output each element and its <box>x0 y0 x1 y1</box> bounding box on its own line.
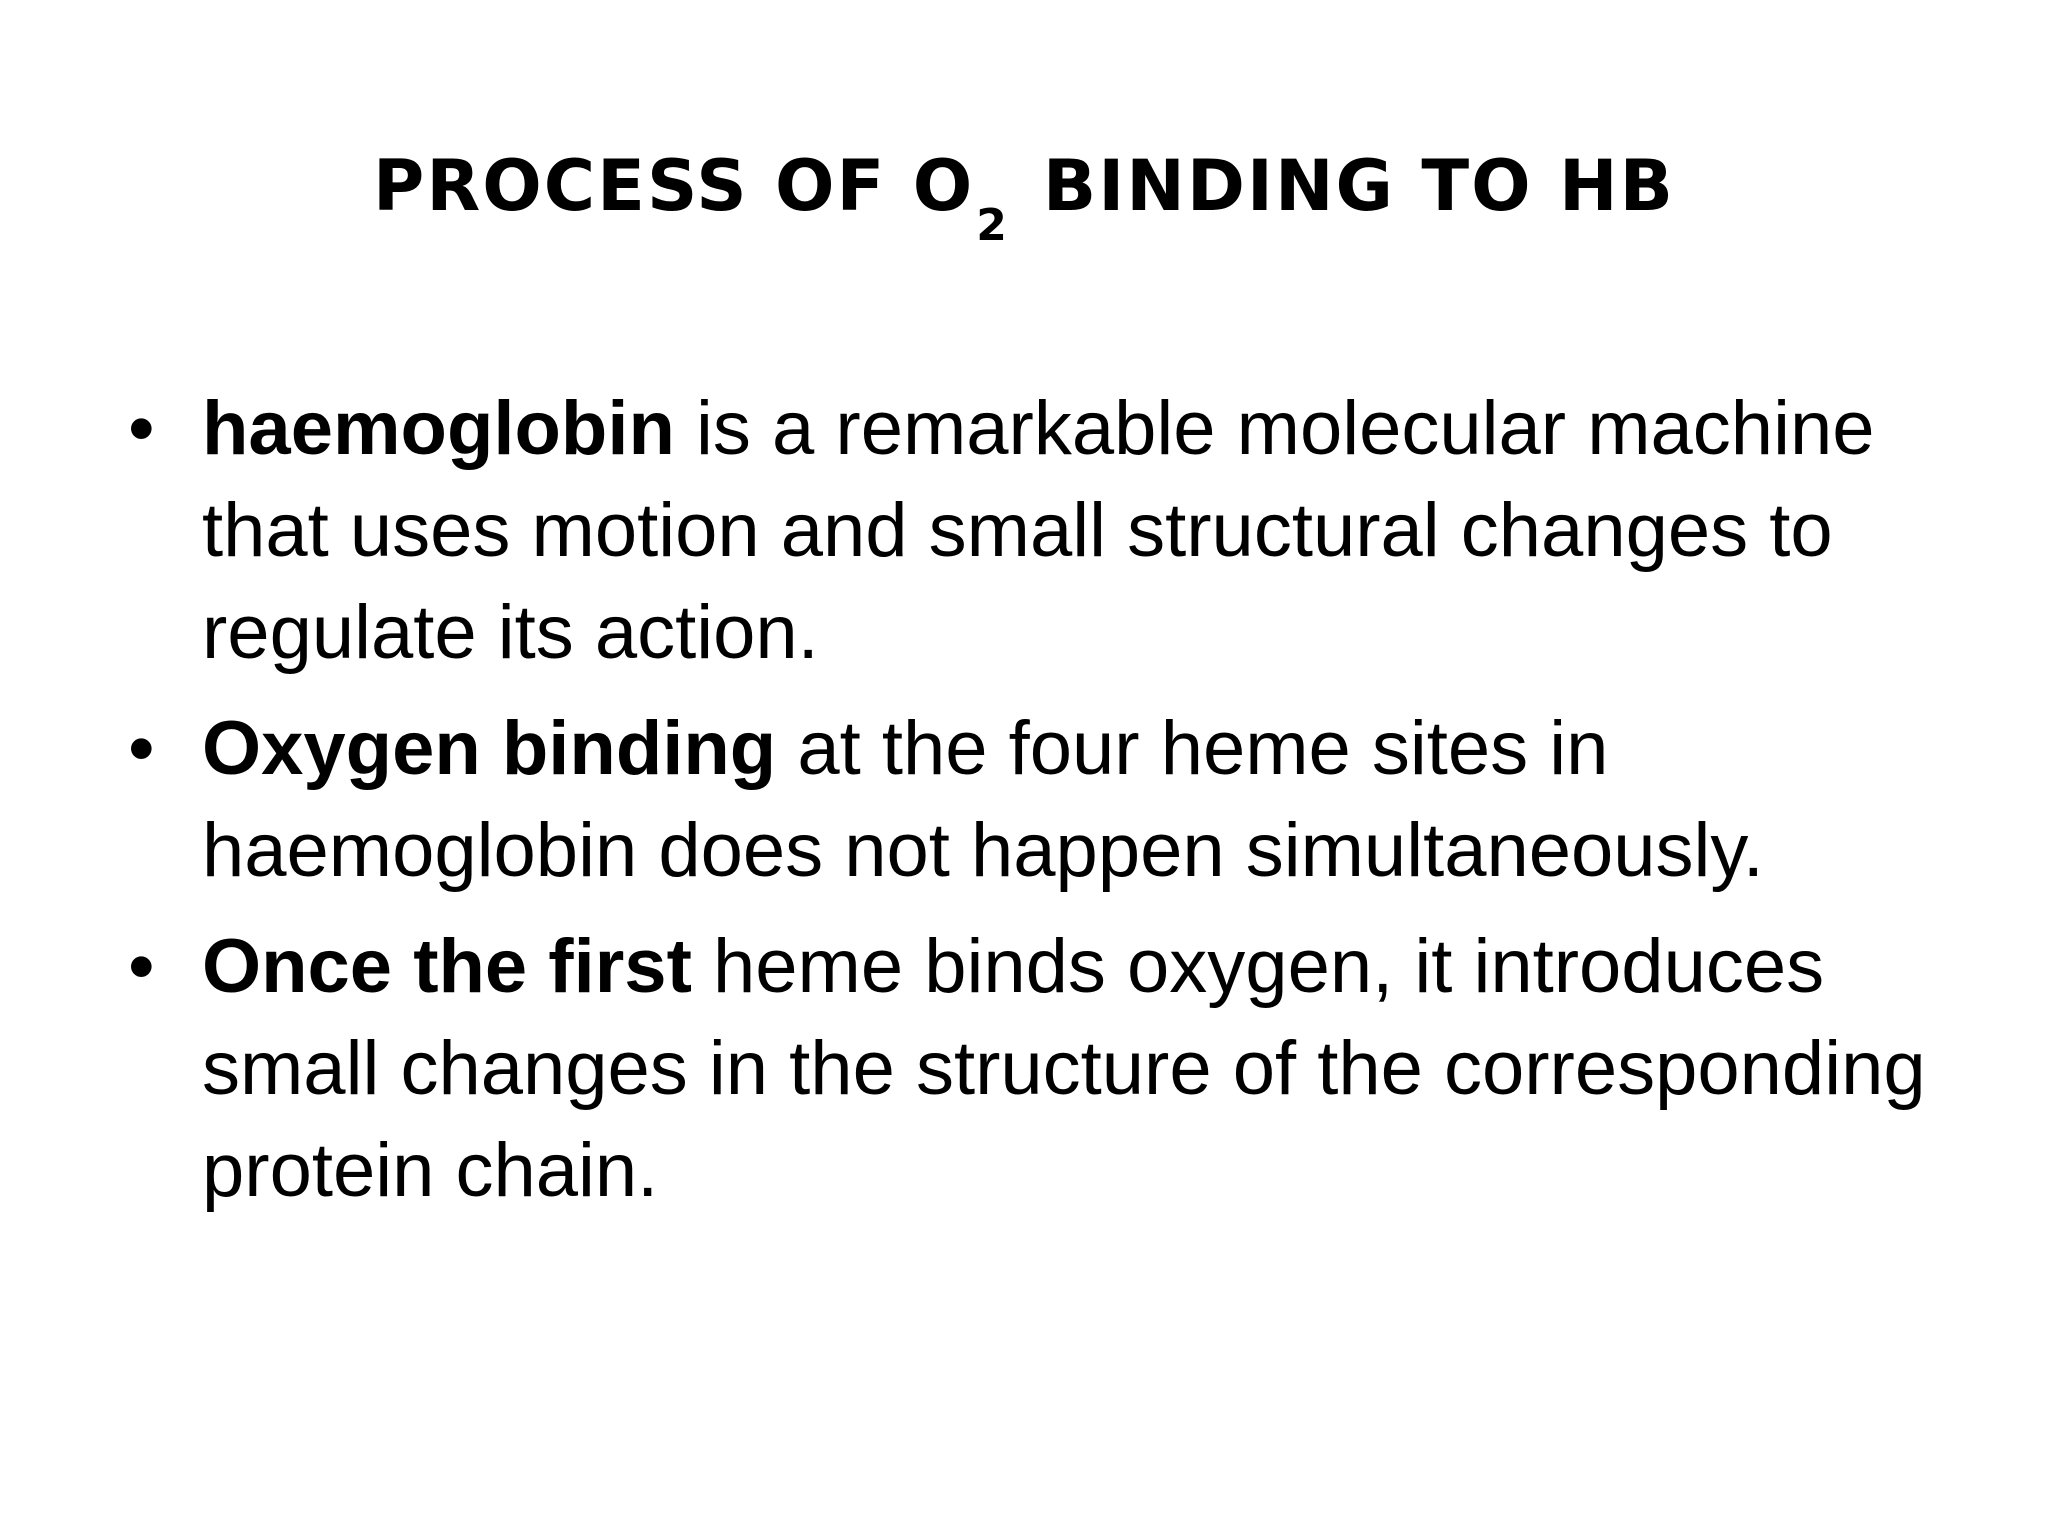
bullet-item <box>128 698 1968 902</box>
bullet-item <box>128 916 1968 1222</box>
bullet-body: at the four heme sites in haemoglobin does not happen simultaneously. <box>202 706 1764 893</box>
slide-title <box>0 138 2048 251</box>
bullet-text <box>202 924 1926 1213</box>
bullet-bold-lead: Oxygen binding <box>202 706 777 791</box>
bullet-text <box>202 386 1875 675</box>
title-suffix: BINDING TO HB <box>1042 145 1675 227</box>
bullet-body: is a remarkable molecular machine that uses motion and small structural changes to regulate its action. <box>202 386 1875 675</box>
bullet-list <box>128 378 1968 1236</box>
bullet-bold-lead: Once the first <box>202 924 692 1009</box>
title-subscript: 2 <box>976 200 1009 251</box>
title-prefix: PROCESS OF O <box>373 145 975 227</box>
bullet-text <box>202 706 1764 893</box>
bullet-icon: • <box>128 706 155 791</box>
bullet-icon: • <box>128 924 155 1009</box>
bullet-body: heme binds oxygen, it introduces small changes in the structure of the corresponding protein chain. <box>202 924 1926 1213</box>
bullet-bold-lead: haemoglobin <box>202 386 675 471</box>
bullet-item <box>128 378 1968 684</box>
bullet-icon: • <box>128 386 155 471</box>
